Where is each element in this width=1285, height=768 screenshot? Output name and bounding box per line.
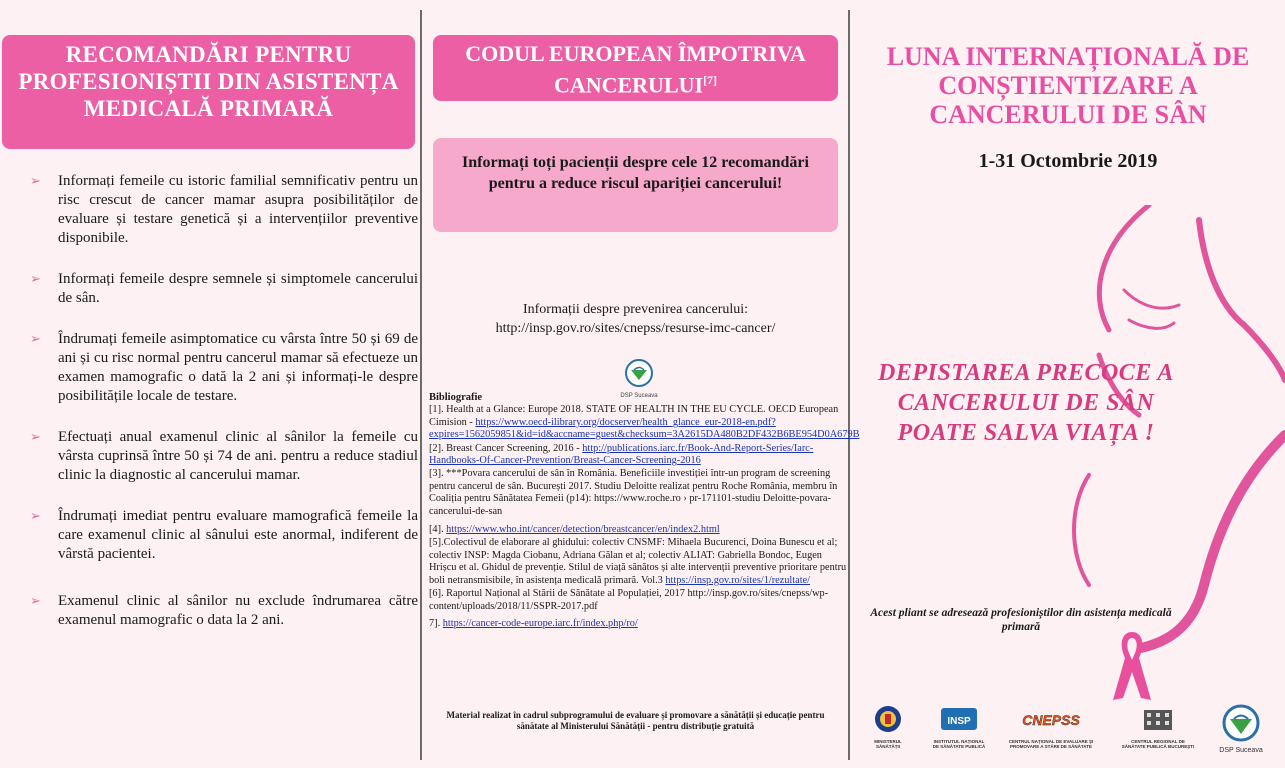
distribution-note: Material realizat în cadrul subprogramului de evaluare și promovare a sănătății și educație pentru sănătate al Ministerului Sănătății - pentru distribuție gratuită: [446, 710, 825, 731]
recommendations-banner: RECOMANDĂRI PENTRU PROFESIONIȘTII DIN ASISTENȚA MEDICALĂ PRIMARĂ: [2, 35, 415, 149]
campaign-slogan: DEPISTAREA PRECOCE A CANCERULUI DE SÂN POATE SALVA VIAȚA !: [878, 360, 1174, 446]
reference-link[interactable]: https://www.oecd-ilibrary.org/docserver/health_glance_eur-2018-en.pdf?expires=1562059851&id=id&accname=guest&checksum=3A2615DA480B2DF432B6BE954D0A679B: [429, 416, 860, 441]
prevention-url[interactable]: http://insp.gov.ro/sites/cnepss/resurse-imc-cancer/: [495, 321, 776, 336]
ministry-logo: MINISTERUL SĂNĂTĂȚII: [863, 704, 913, 749]
list-item: ➢ Îndrumați imediat pentru evaluare mamografică femeile la care examenul clinic al sânului este anormal, indiferent de vârstă pacientei.: [30, 508, 418, 562]
cnepss-logo: CNEPSS CENTRUL NAȚIONAL DE EVALUARE ȘI PROMOVARE A STĂRII DE SĂNĂTATE: [1003, 704, 1099, 749]
recommendation-callout: Informați toți pacienții despre cele 12 recomandări pentru a reduce riscul apariției cancerului!: [433, 138, 838, 232]
building-icon: [1138, 704, 1178, 734]
list-item: ➢ Informați femeile cu istoric familial semnificativ pentru un risc crescut de cancer mamar asupra posibilităților de evaluare și testare genetică și a intervențiilor preventive disponibile.: [30, 173, 418, 246]
arrow-bullet-icon: ➢: [30, 332, 41, 347]
dsp-logo-small: DSP Suceava: [620, 358, 658, 399]
panel-cover: [851, 0, 1285, 768]
reference-link[interactable]: http://publications.iarc.fr/Book-And-Report-Series/Iarc-Handbooks-Of-Cancer-Prevention/Breast-Cancer-Screening-2016: [429, 442, 814, 467]
bibliography: [429, 392, 860, 631]
insp-emblem-icon: [939, 704, 979, 734]
bibliography-title: Bibliografie: [429, 392, 483, 403]
insp-logo: INSP INSTITUTUL NAȚIONAL DE SĂNĂTATE PUBLICĂ: [931, 704, 987, 749]
bibliography-item: [6]. Raportul Național al Stării de Sănătate al Populației, 2017 http://insp.gov.ro/sites/cnepss/wp-content/uploads/2018/11/SSPR-2017.pdf: [429, 588, 829, 612]
arrow-bullet-icon: ➢: [30, 594, 41, 609]
list-item: ➢ Efectuați anual examenul clinic al sânilor la femeile cu vârsta cuprinsă între 50 și 74 de ani. pentru a reduce stadiul clinic la diagnostic al cancerului mamar.: [30, 429, 418, 483]
arrow-bullet-icon: ➢: [30, 509, 41, 524]
cnepss-emblem-icon: [1003, 704, 1099, 734]
arrow-bullet-icon: ➢: [30, 272, 41, 287]
list-item: ➢ Îndrumați femeile asimptomatice cu vârsta între 50 și 69 de ani și cu risc normal pentru cancerul mamar să efectueze un examen mamografic o dată la 2 ani și informați-le despre posibilitățile locale de testare.: [30, 331, 418, 404]
recommendations-list: [30, 172, 418, 652]
coat-of-arms-icon: [870, 704, 906, 734]
dsp-logo: DSP Suceava: [1211, 704, 1271, 755]
audience-note: Acest pliant se adresează profesioniștilor din asistența medicală primară: [870, 607, 1172, 633]
reference-link[interactable]: https://cancer-code-europe.iarc.fr/index.php/ro/: [442, 617, 638, 629]
reference-link[interactable]: https://insp.gov.ro/sites/1/rezultate/: [665, 574, 811, 586]
bibliography-item: [4]. https://www.who.int/cancer/detection/breastcancer/en/index2.html: [429, 524, 720, 536]
dsp-emblem-icon: [624, 358, 654, 388]
bibliography-item: [5].Colectivul de elaborare al ghidului: colectiv CNSMF: Mihaela Bucurenci, Doina Bunescu et al; colectiv INSP: Magda Ciobanu, Adriana Gălan et al; colectiv ALIAT: Gabriella Bondoc, Eugen Hrișcu et al. Ghidul de prevenție. Stilul de viață sănătos și alte intervenții preventive prioritare pentru boli netransmisibile, în asistența medicală primară. Vol.3 https://insp.gov.ro/sites/1/rezultate/: [429, 537, 847, 586]
divider-left: [420, 10, 422, 760]
list-item: ➢ Informați femeile despre semnele și simptomele cancerului de sân.: [30, 271, 418, 306]
list-item: ➢ Examenul clinic al sânilor nu exclude îndrumarea către examenul mamografic o data la 2 ani.: [30, 593, 418, 628]
bibliography-item: [3]. ***Povara cancerului de sân în România. Beneficiile investiției într-un program de screening pentru cancerul de sân. București 2017. Studiu Deloitte realizat pentru Roche România, membru în Coaliția pentru Sănătatea Femeii (p14): https://www.roche.ro › pr-171101-studiu Deloitte-povara-cancerului-de-san: [429, 468, 838, 517]
pink-ribbon-icon: [1109, 628, 1155, 704]
campaign-date: 1-31 Octombrie 2019: [978, 150, 1158, 172]
crsp-logo: CENTRUL REGIONAL DE SĂNĂTATE PUBLICĂ BUCUREȘTI: [1121, 704, 1195, 749]
arrow-bullet-icon: ➢: [30, 174, 41, 189]
prevention-info: [423, 300, 848, 338]
prevention-label: Informații despre prevenirea cancerului:: [522, 302, 749, 317]
bibliography-item: [1]. Health at a Glance: Europe 2018. STATE OF HEALTH IN THE EU CYCLE. OECD European Cimision - https://www.oecd-ilibrary.org/docserver/health_glance_eur-2018-en.pdf?expires=1562059851&id=id&accname=guest&checksum=3A2615DA480B2DF432B6BE954D0A679B: [429, 404, 860, 441]
reference-mark: [7]: [703, 73, 718, 87]
cnepss-mark: CNEPSS: [1022, 712, 1080, 728]
campaign-title: LUNA INTERNAȚIONALĂ DE CONȘTIENTIZARE A CANCERULUI DE SÂN: [886, 42, 1250, 129]
partner-logos: [851, 704, 1285, 764]
bibliography-item: [2]. Breast Cancer Screening, 2016 - http://publications.iarc.fr/Book-And-Report-Series/Iarc-Handbooks-Of-Cancer-Prevention/Breast-Cancer-Screening-2016: [429, 442, 814, 467]
insp-mark: INSP: [947, 716, 971, 727]
panel-european-code: [423, 0, 860, 768]
divider-right: [848, 10, 850, 760]
panel-recommendations: [0, 0, 420, 768]
arrow-bullet-icon: ➢: [30, 430, 41, 445]
bibliography-item: 7]. https://cancer-code-europe.iarc.fr/index.php/ro/: [429, 617, 638, 629]
european-code-banner: CODUL EUROPEAN ÎMPOTRIVA CANCERULUI[7]: [433, 35, 838, 101]
dsp-emblem-icon: [1219, 704, 1263, 742]
reference-link[interactable]: https://www.who.int/cancer/detection/breastcancer/en/index2.html: [446, 524, 720, 536]
